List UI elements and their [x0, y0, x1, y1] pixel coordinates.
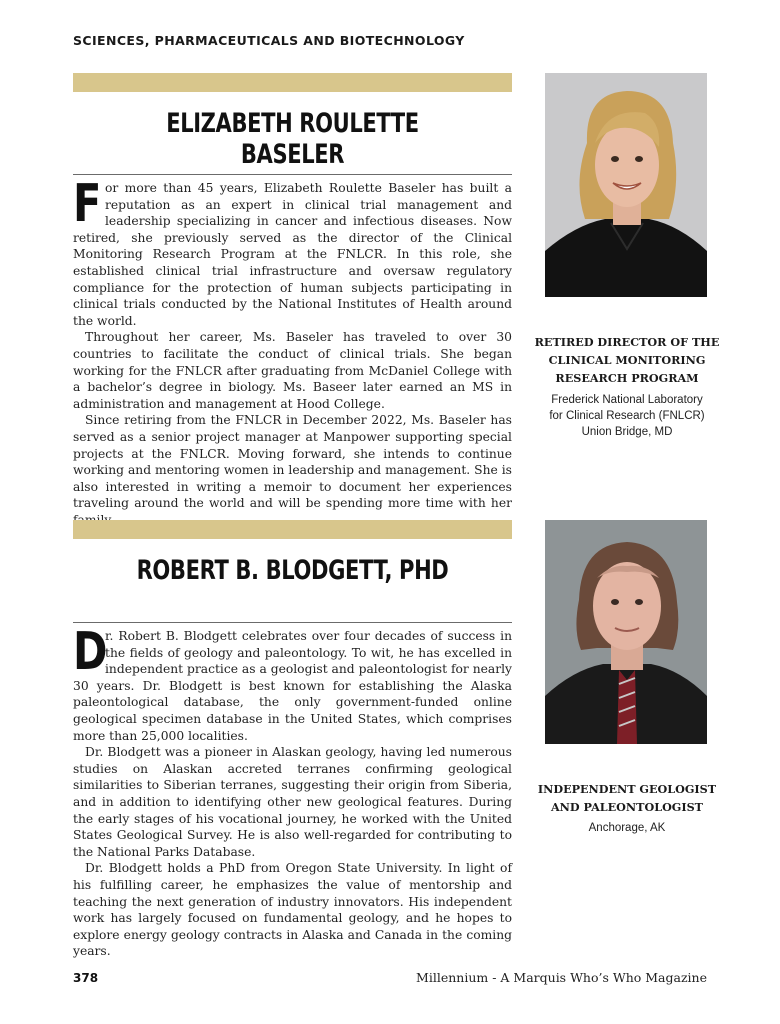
- bio-paragraph: For more than 45 years, Elizabeth Roulette Baseler has built a reputation as an expert in clinical trial management and leadership specializing in cancer and infectious diseases. Now retired, she previously served as the director of the Clinical Monitoring Research Program at the FNLCR. In this role, she established clinical trial infrastructure and oversaw regulatory compliance for the protection of human subjects participating in clinical trials conducted by the National Institutes of Health around the world.: [73, 174, 512, 328]
- drop-cap: F: [73, 174, 102, 234]
- profile-biography: [73, 622, 512, 960]
- portrait-photo: [545, 520, 707, 744]
- profile-organization: Anchorage, AK: [588, 822, 666, 834]
- profile-title: RETIRED DIRECTOR OF THE CLINICAL MONITORING RESEARCH PROGRAM: [534, 335, 720, 385]
- bio-paragraph: Since retiring from the FNLCR in December 2022, Ms. Baseler has served as a senior project manager at Manpower supporting special projects at the FNLCR. Moving forward, she intends to continue working and mentoring women in leadership and management. She is also interested in writing a memoir to document her experiences traveling around the world and will be spending more time with her: [73, 413, 512, 511]
- magazine-title: Millennium - A Marquis Who’s Who Magazine: [416, 970, 707, 985]
- accent-bar: [73, 520, 512, 539]
- profile-name: ELIZABETH ROULETTE BASELER: [166, 108, 419, 170]
- profile-name: ROBERT B. BLODGETT, PHD: [136, 555, 449, 586]
- divider: [73, 174, 512, 175]
- bio-paragraph: Dr. Blodgett holds a PhD from Oregon State University. In light of his fulfilling career, he emphasizes the value of mentorship and teaching the next generation of industry innovators. His independent work has largely focused on fundamental geology, and he hopes to explore energy geology contracts in Alaska and Canada in the coming years.: [73, 861, 512, 959]
- bio-paragraph: D r. Robert B. Blodgett celebrates over four decades of success in the fields of geology and paleontology. To wit, he has excelled in independent practice as a geologist and paleontologist for nearly 30 years. Dr. Blodgett is best known for establishing the Alaska paleontological database, the only government-funded online geological specimen database in the United States, which comprises more than 25,000 localities.: [73, 622, 512, 743]
- drop-cap: D: [73, 622, 108, 682]
- bio-paragraph: Dr. Blodgett was a pioneer in Alaskan geology, having led numerous studies on Alaskan accreted terranes confirming geological similarities to Siberian terranes, suggesting their origin from Siberia, and in addition to identifying other new geological features. During the early stages of his vocational journey, he worked with the United States Geological Survey. He is also well-regarded for contributing to the National Parks Database.: [73, 745, 512, 859]
- profile-organization: Frederick National Laboratory for Clinical Research (FNLCR) Union Bridge, MD: [549, 394, 705, 438]
- section-heading: SCIENCES, PHARMACEUTICALS AND BIOTECHNOLOGY: [73, 33, 465, 48]
- page-number: 378: [73, 971, 99, 985]
- divider: [73, 622, 512, 623]
- bio-paragraph: Throughout her career, Ms. Baseler has traveled to over 30 countries to facilitate the conduct of clinical trials. She began working for the FNLCR after graduating from McDaniel College with a bachelor’s degree in biology. Ms. Baseer later earned an MS in administration and management at Hood College.: [73, 330, 512, 411]
- accent-bar: [73, 73, 512, 92]
- profile-biography: [73, 174, 512, 528]
- profile-title: INDEPENDENT GEOLOGIST AND PALEONTOLOGIST: [537, 782, 717, 814]
- portrait-photo: [545, 73, 707, 297]
